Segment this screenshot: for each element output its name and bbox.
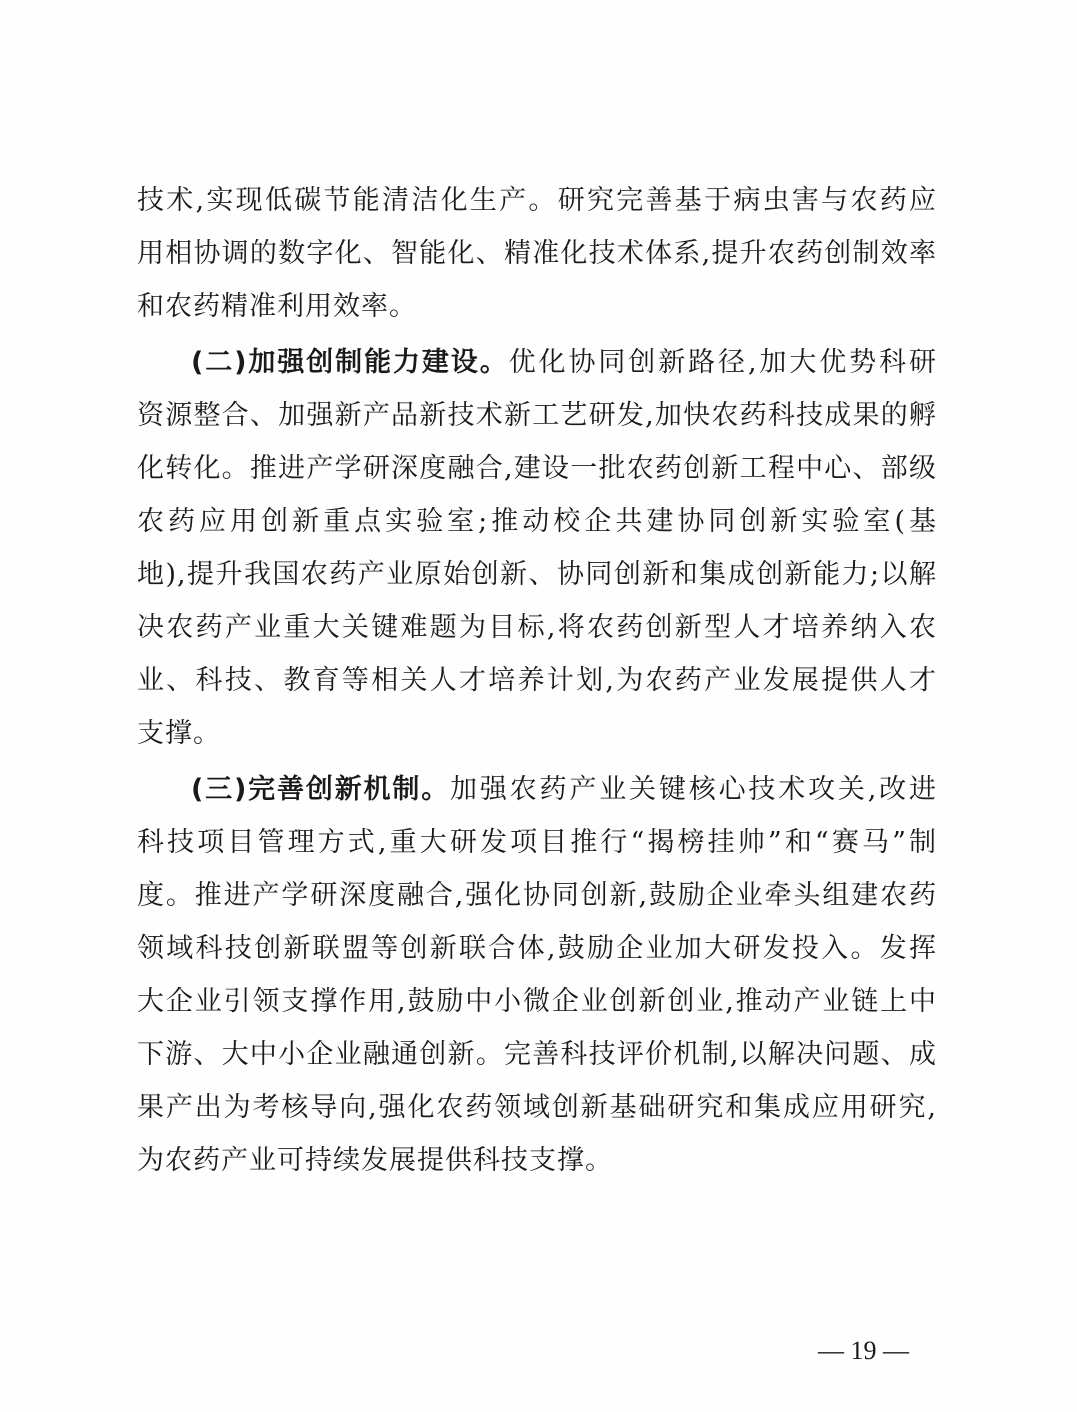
paragraph-3 (137, 767, 937, 1191)
text-line: 技术,实现低碳节能清洁化生产。研究完善基于病虫害与农药应 (137, 185, 937, 216)
text-line: 果产出为考核导向,强化农药领域创新基础研究和集成应用研究, (137, 1092, 937, 1123)
text-line: 地),提升我国农药产业原始创新、协同创新和集成创新能力;以解 (137, 559, 937, 590)
text-line: 资源整合、加强新产品新技术新工艺研发,加快农药科技成果的孵 (137, 400, 937, 431)
section-heading: (二)加强创制能力建设。 (191, 347, 509, 378)
text-line (137, 767, 937, 820)
text-line: 和农药精准利用效率。 (137, 291, 417, 322)
text-line: 下游、大中小企业融通创新。完善科技评价机制,以解决问题、成 (137, 1039, 937, 1070)
section-heading: (三)完善创新机制。 (191, 774, 451, 805)
text-line: 化转化。推进产学研深度融合,建设一批农药创新工程中心、部级 (137, 453, 937, 484)
text-line: 大企业引领支撑作用,鼓励中小微企业创新创业,推动产业链上中 (137, 986, 937, 1017)
paragraph-2 (137, 340, 937, 764)
text-line: 业、科技、教育等相关人才培养计划,为农药产业发展提供人才 (137, 665, 937, 696)
text-line-rest: 加强农药产业关键核心技术攻关,改进 (450, 774, 937, 805)
text-line: 用相协调的数字化、智能化、精准化技术体系,提升农药创制效率 (137, 238, 937, 269)
text-line: 科技项目管理方式,重大研发项目推行“揭榜挂帅”和“赛马”制 (137, 827, 937, 858)
text-line: 决农药产业重大关键难题为目标,将农药创新型人才培养纳入农 (137, 612, 937, 643)
text-line-rest: 优化协同创新路径,加大优势科研 (508, 347, 937, 378)
paragraph-1 (137, 178, 937, 337)
text-line: 农药应用创新重点实验室;推动校企共建协同创新实验室(基 (137, 506, 937, 537)
text-line: 度。推进产学研深度融合,强化协同创新,鼓励企业牵头组建农药 (137, 880, 937, 911)
text-line: 领域科技创新联盟等创新联合体,鼓励企业加大研发投入。发挥 (137, 933, 937, 964)
text-line: 支撑。 (137, 718, 221, 749)
page-number: — 19 — (818, 1336, 909, 1365)
text-line: 为农药产业可持续发展提供科技支撑。 (137, 1145, 613, 1176)
text-line (137, 340, 937, 393)
body-text (137, 178, 937, 1191)
